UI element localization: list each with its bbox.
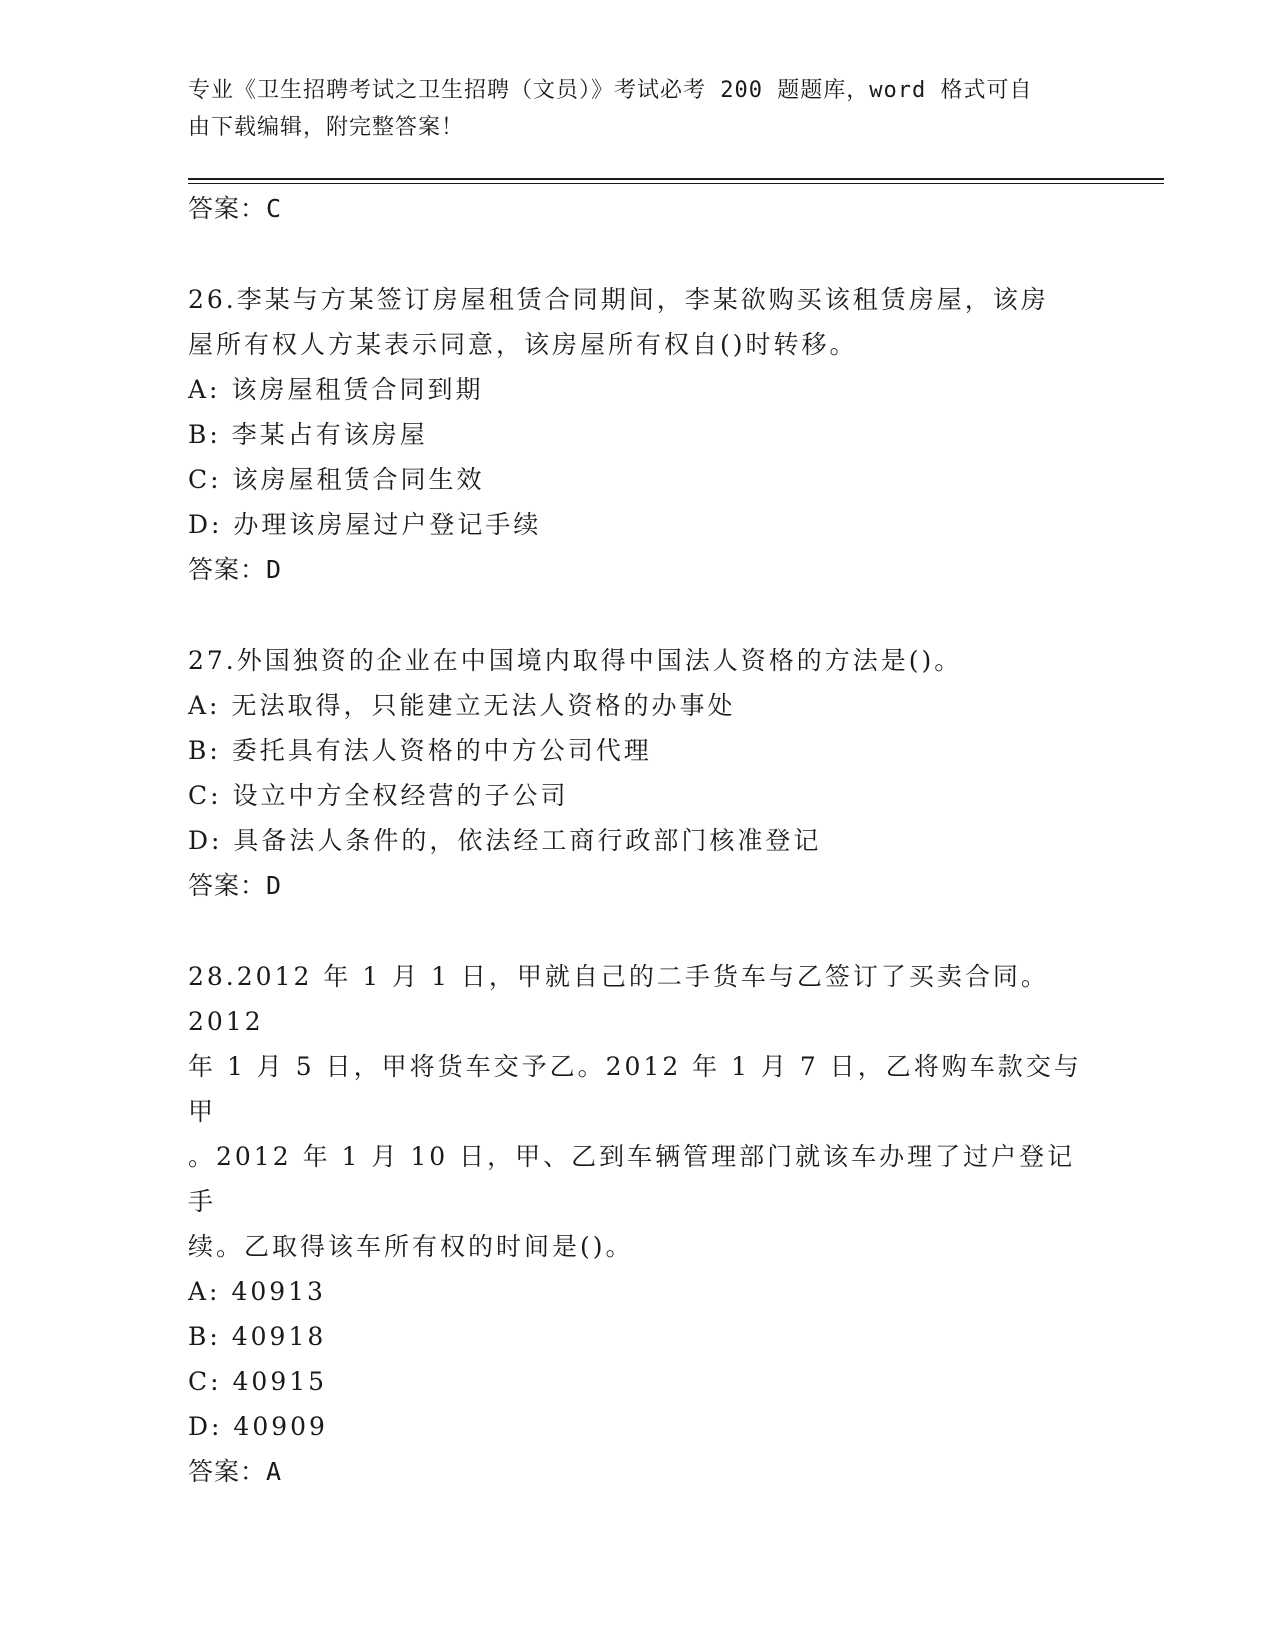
answer-label: 答案：: [188, 194, 267, 223]
option-b: [188, 1314, 1088, 1359]
option-text: 设立中方全权经营的子公司: [232, 781, 569, 810]
option-key: A:: [188, 1277, 221, 1306]
document-header: [188, 72, 1078, 146]
option-key: B:: [188, 1322, 221, 1351]
option-key: C:: [188, 781, 222, 810]
question-stem-line: 26.李某与方某签订房屋租赁合同期间，李某欲购买该租赁房屋，该房: [188, 285, 1049, 314]
spacer: [188, 232, 1088, 277]
option-d: [188, 1404, 1088, 1449]
option-c: [188, 773, 1088, 818]
header-line-2: 由下载编辑，附完整答案！: [188, 115, 465, 140]
question-answer: [188, 1449, 1088, 1495]
option-a: [188, 1269, 1088, 1314]
option-text: 无法取得，只能建立无法人资格的办事处: [231, 691, 736, 720]
option-key: B:: [188, 420, 221, 449]
question-28: [188, 954, 1088, 1495]
option-d: [188, 818, 1088, 863]
option-text: 该房屋租赁合同生效: [232, 465, 485, 494]
option-text: 该房屋租赁合同到期: [231, 375, 484, 404]
option-key: A:: [188, 691, 221, 720]
option-text: 40909: [233, 1412, 328, 1441]
option-text: 李某占有该房屋: [231, 420, 428, 449]
option-b: [188, 728, 1088, 773]
option-text: 40915: [232, 1367, 328, 1396]
header-line-1: 专业《卫生招聘考试之卫生招聘（文员）》考试必考 200 题题库，word 格式可自: [188, 78, 1033, 103]
option-key: D:: [188, 510, 223, 539]
question-stem-line: 27.外国独资的企业在中国境内取得中国法人资格的方法是()。: [188, 646, 963, 675]
option-text: 委托具有法人资格的中方公司代理: [231, 736, 652, 765]
answer-value: C: [266, 194, 283, 223]
answer-value: D: [266, 871, 283, 900]
option-c: [188, 457, 1088, 502]
option-key: A:: [188, 375, 221, 404]
option-text: 办理该房屋过户登记手续: [233, 510, 542, 539]
spacer: [188, 593, 1088, 638]
header-rule-thin: [188, 183, 1164, 184]
question-answer: [188, 863, 1088, 909]
option-key: B:: [188, 736, 221, 765]
question-stem-line: 续。乙取得该车所有权的时间是()。: [188, 1232, 634, 1261]
question-stem-line: 屋所有权人方某表示同意，该房屋所有权自()时转移。: [188, 330, 858, 359]
option-text: 40913: [231, 1277, 326, 1306]
header-rule-thick: [188, 178, 1164, 180]
option-text: 40918: [231, 1322, 327, 1351]
question-27: [188, 638, 1088, 909]
answer-value: A: [266, 1457, 283, 1486]
question-answer: [188, 547, 1088, 593]
question-stem-line: 年 1 月 5 日，甲将货车交予乙。2012 年 1 月 7 日，乙将购车款交与甲: [188, 1052, 1082, 1126]
option-key: C:: [188, 1367, 222, 1396]
question-list: [188, 186, 1088, 1495]
option-a: [188, 367, 1088, 412]
question-stem-line: 。2012 年 1 月 10 日，甲、乙到车辆管理部门就该车办理了过户登记手: [188, 1142, 1076, 1216]
option-b: [188, 412, 1088, 457]
option-d: [188, 502, 1088, 547]
answer-label: 答案：: [188, 555, 267, 584]
option-text: 具备法人条件的，依法经工商行政部门核准登记: [233, 826, 822, 855]
question-stem-line: 28.2012 年 1 月 1 日，甲就自己的二手货车与乙签订了买卖合同。2012: [188, 962, 1049, 1036]
option-key: D:: [188, 1412, 223, 1441]
answer-value: D: [266, 555, 283, 584]
option-key: C:: [188, 465, 222, 494]
option-key: D:: [188, 826, 223, 855]
spacer: [188, 909, 1088, 954]
option-c: [188, 1359, 1088, 1404]
question-26: [188, 277, 1088, 593]
answer-label: 答案：: [188, 871, 267, 900]
previous-answer: [188, 186, 1088, 232]
answer-label: 答案：: [188, 1457, 267, 1486]
option-a: [188, 683, 1088, 728]
